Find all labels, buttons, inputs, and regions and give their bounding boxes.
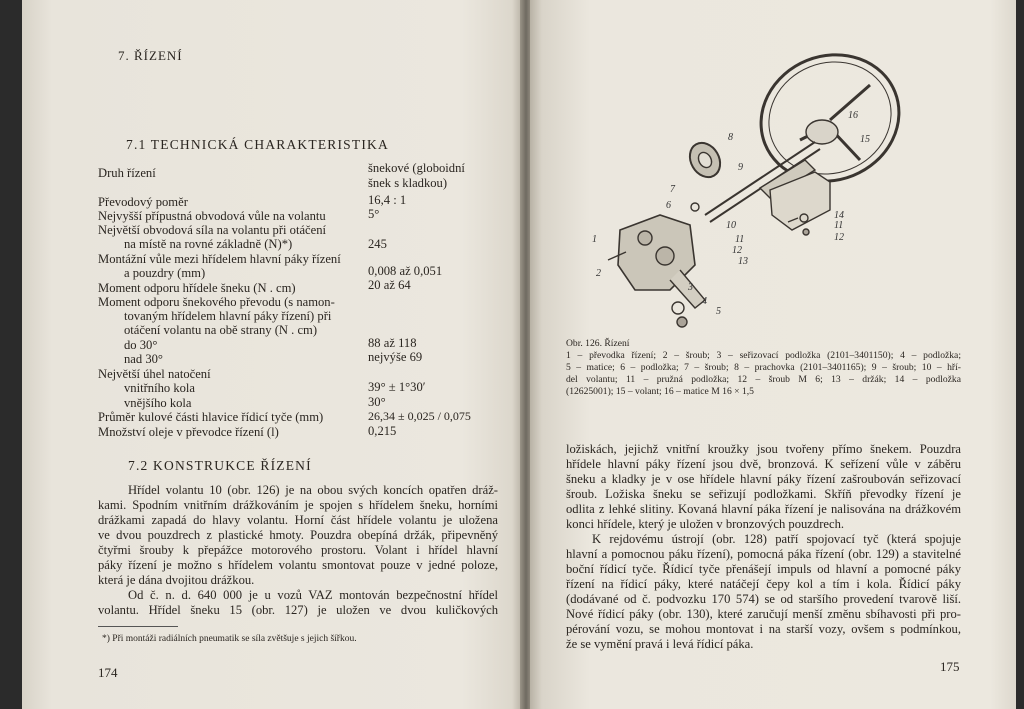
section-title-technical: 7.1 TECHNICKÁ CHARAKTERISTIKA bbox=[126, 137, 389, 152]
spec-value: nejvýše 69 bbox=[368, 350, 423, 364]
figure-label: 14 bbox=[834, 210, 844, 221]
figure-label: 4 bbox=[702, 296, 707, 307]
spec-label: Průměr kulové části hlavice řídicí tyče (mm) bbox=[98, 410, 324, 424]
figure-label: 13 bbox=[738, 256, 748, 267]
spec-label: tovaným hřídelem hlavní páky řízení) při bbox=[124, 309, 332, 323]
figure-label: 1 bbox=[592, 234, 597, 245]
spec-value: 0,215 bbox=[368, 424, 397, 438]
figure-label: 16 bbox=[848, 110, 858, 121]
footnote-divider bbox=[98, 626, 178, 627]
figure-label: 3 bbox=[688, 282, 693, 293]
spec-label: do 30° bbox=[124, 338, 158, 352]
text-line: konci hřídele, který je uložen v bronzových pouzdrech. bbox=[566, 517, 845, 531]
text-line: (dodávané od č. podvozku 170 574) se od staršího provedení tvarově liší. bbox=[566, 592, 961, 606]
steering-hub bbox=[806, 120, 838, 144]
text-line: ložiskách, jejichž vnitřní kroužky jsou tvořeny přímo šnekem. Pouzdra bbox=[566, 442, 961, 456]
text-line: hřídele hlavní páky řízení jsou dvě, bronzová. K seřízení vůle v záběru bbox=[566, 457, 961, 471]
steering-figure bbox=[530, 0, 1016, 340]
text-line: volantu. Hřídel šneku 15 (obr. 127) je uložen ve dvou kuličkových bbox=[98, 603, 498, 617]
spec-value: 30° bbox=[368, 395, 386, 409]
spec-label: Druh řízení bbox=[98, 166, 156, 180]
text-line: Hřídel volantu 10 (obr. 126) je na obou svých koncích opatřen dráž- bbox=[128, 483, 498, 497]
spec-value: 5° bbox=[368, 207, 380, 221]
caption-line: 5 – matice; 6 – podložka; 7 – šroub; 8 – prachovka (2101–3401165); 9 – šroub; 10 – hří- bbox=[566, 362, 961, 373]
caption-line: (12625001); 15 – volant; 16 – matice M 16 × 1,5 bbox=[566, 386, 754, 397]
figure-label: 11 bbox=[735, 234, 745, 245]
text-line: čtyřmi šrouby k přepážce motorového prostoru. Volant i hřídel hlavní bbox=[98, 543, 498, 557]
text-line: že se vymění pravá i levá řídicí páka. bbox=[566, 637, 754, 651]
text-line: řízení na řídicí páky, které natáčejí čepy kol a tím i kola. Řídicí páky bbox=[566, 577, 961, 591]
figure-label: 7 bbox=[670, 184, 675, 195]
spec-label: na místě na rovné základně (N)*) bbox=[124, 237, 293, 251]
spec-label: Největší obvodová síla na volantu při otáčení bbox=[98, 223, 327, 237]
page-number-left: 174 bbox=[98, 665, 118, 680]
spec-value: 26,34 ± 0,025 / 0,075 bbox=[368, 409, 471, 423]
spec-value: 20 až 64 bbox=[368, 278, 411, 292]
figure-label: 11 bbox=[834, 220, 844, 231]
figure-label: 8 bbox=[728, 132, 733, 143]
figure-label: 2 bbox=[596, 268, 601, 279]
spec-value: 88 až 118 bbox=[368, 336, 417, 350]
spec-label: Největší úhel natočení bbox=[98, 367, 211, 381]
text-line: pérování vozu, se mohou montovat i na starší vozy, ovšem s podmínkou, bbox=[566, 622, 961, 636]
text-line: boční řídicí tyče. Řídicí tyče přenášejí impuls od hlavní a pomocné páky bbox=[566, 562, 961, 576]
spec-label: vnitřního kola bbox=[124, 381, 196, 395]
figure-label: 12 bbox=[834, 232, 844, 243]
text-line: K rejdovému ústrojí (obr. 128) patří spojovací tyč (která spojuje bbox=[592, 532, 961, 546]
spec-value: 16,4 : 1 bbox=[368, 193, 407, 207]
text-line: hlavní a pomocnou páku řízení), pomocná páka řízení (obr. 129) a stavitelné bbox=[566, 547, 961, 561]
text-line: šneku a kladky je v ose hřídele hlavní páky řízení zašroubován seřizovací bbox=[566, 472, 961, 486]
caption-line: del volantu; 11 – pružná podložka; 12 – šroub M 6; 13 – držák; 14 – podložka bbox=[566, 374, 961, 385]
text-line: Nové řídicí páky (obr. 130), které zaručují menší změnu sbíhavosti při pro- bbox=[566, 607, 961, 621]
steering-wheel-rim bbox=[742, 34, 918, 201]
figure-label: 9 bbox=[738, 162, 743, 173]
text-line: která je dána dvojitou drážkou. bbox=[98, 573, 255, 587]
caption-line: 1 – převodka řízení; 2 – šroub; 3 – seřizovací podložka (2101–3401150); 4 – podložka; bbox=[566, 350, 961, 361]
text-line: drážkami zapadá do hlavy volantu. Horní část hřídele volantu je uložena bbox=[98, 513, 498, 527]
spec-label: Moment odporu hřídele šneku (N . cm) bbox=[98, 281, 296, 295]
text-line: odlita z lehké slitiny. Kovaná hlavní páka řízení je nalisována na drážkovém bbox=[566, 502, 961, 516]
spec-label: Množství oleje v převodce řízení (l) bbox=[98, 425, 279, 439]
spec-value: 39° ± 1°30′ bbox=[368, 380, 426, 394]
text-line: kami. Spodním vnitřním drážkováním je spojen s hřídelem šneku, horními bbox=[98, 498, 498, 512]
spec-label: Moment odporu šnekového převodu (s namon- bbox=[98, 295, 335, 309]
spec-label: Montážní vůle mezi hřídelem hlavní páky řízení bbox=[98, 252, 341, 266]
spec-label: nad 30° bbox=[124, 352, 163, 366]
text-line: šroub. Ložiska šneku se seřizují podložkami. Skříň převodky řízení je bbox=[566, 487, 961, 501]
left-page bbox=[22, 0, 522, 709]
figure-label: 12 bbox=[732, 245, 742, 256]
footnote: *) Při montáži radiálních pneumatik se síla zvětšuje s jejich šířkou. bbox=[102, 634, 357, 644]
figure-label: 5 bbox=[716, 306, 721, 317]
text-line: Od č. n. d. 640 000 je u vozů VAZ montován bezpečnostní hřídel bbox=[128, 588, 498, 602]
chapter-title: 7. ŘÍZENÍ bbox=[118, 48, 183, 63]
text-line: ve dvou pouzdrech z plastické hmoty. Pouzdra obepíná držák, připevněný bbox=[98, 528, 498, 542]
figure-label: 15 bbox=[860, 134, 870, 145]
caption-title: Obr. 126. Řízení bbox=[566, 338, 630, 349]
spec-value: 0,008 až 0,051 bbox=[368, 264, 443, 278]
spec-value: šnek s kladkou) bbox=[368, 176, 448, 190]
page-number-right: 175 bbox=[940, 659, 960, 674]
right-page bbox=[530, 0, 1016, 709]
spec-label: Převodový poměr bbox=[98, 195, 188, 209]
figure-label: 10 bbox=[726, 220, 736, 231]
spec-label: Nejvyšší přípustná obvodová vůle na volantu bbox=[98, 209, 326, 223]
spec-value: 245 bbox=[368, 237, 387, 251]
spec-label: a pouzdry (mm) bbox=[124, 266, 206, 280]
spec-label: otáčení volantu na obě strany (N . cm) bbox=[124, 323, 318, 337]
section-title-construction: 7.2 KONSTRUKCE ŘÍZENÍ bbox=[128, 458, 312, 473]
figure-label: 6 bbox=[666, 200, 671, 211]
text-line: páky řízení je možno s hřídelem volantu smontovat pouze v jedné poloze, bbox=[98, 558, 498, 572]
spec-value: šnekové (globoidní bbox=[368, 161, 465, 175]
spec-label: vnějšího kola bbox=[124, 396, 192, 410]
